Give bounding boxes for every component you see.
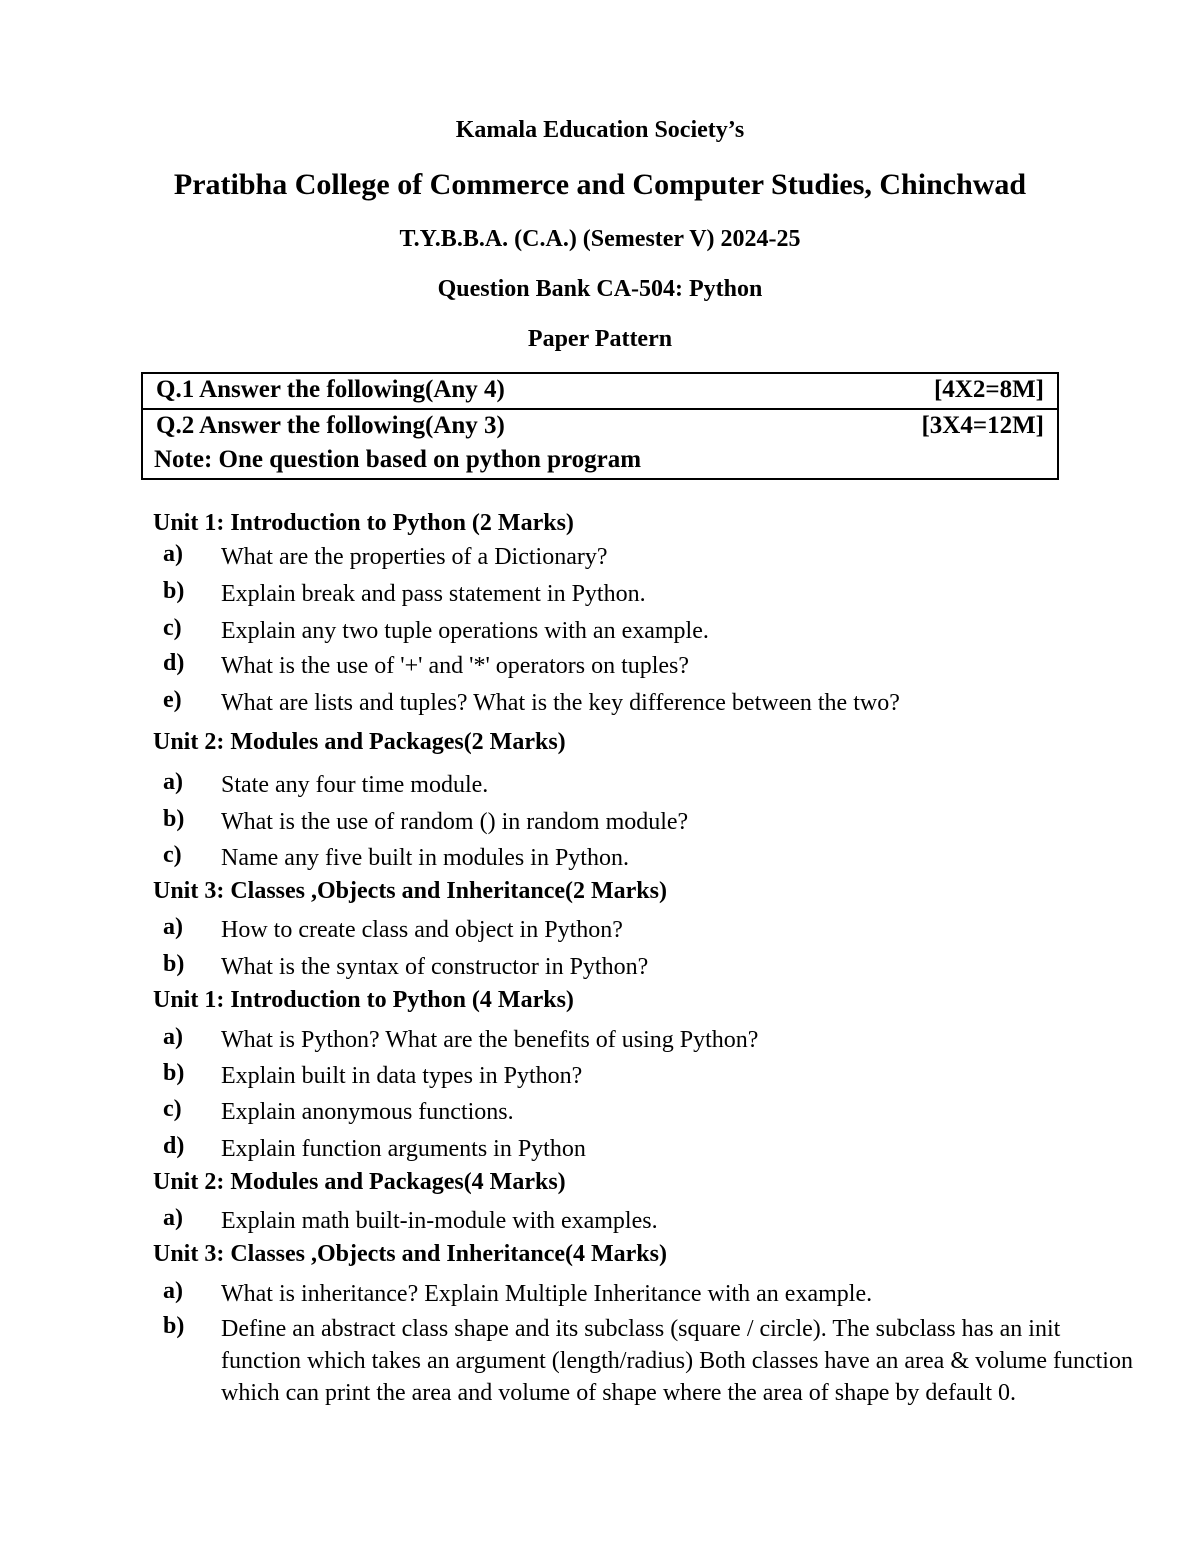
question-text: What are lists and tuples? What is the key difference between the two? (221, 690, 900, 716)
question-letter: a) (163, 541, 183, 567)
question-text: State any four time module. (221, 772, 489, 798)
unit-heading: Unit 3: Classes ,Objects and Inheritance(4 Marks) (153, 1241, 667, 1267)
q1-marks: [4X2=8M] (933, 376, 1044, 403)
paper-pattern-table (141, 372, 1059, 480)
course-title: T.Y.B.B.A. (C.A.) (Semester V) 2024-25 (399, 226, 801, 252)
pattern-row-q2 (143, 410, 1057, 478)
college-name: Pratibha College of Commerce and Computer Studies, Chinchwad (173, 168, 1027, 201)
question-letter: a) (163, 769, 183, 795)
question-letter: b) (163, 806, 185, 832)
question-bank-title: Question Bank CA-504: Python (437, 276, 763, 302)
paper-pattern-heading: Paper Pattern (527, 326, 673, 352)
q1-label: Q.1 Answer the following(Any 4) (156, 376, 505, 403)
unit-heading: Unit 1: Introduction to Python (4 Marks) (153, 987, 574, 1013)
question-letter: d) (163, 1133, 185, 1159)
pattern-row-q1 (143, 374, 1057, 410)
question-letter: b) (163, 951, 185, 977)
question-text: What is the syntax of constructor in Python? (221, 954, 649, 980)
question-text: Explain built in data types in Python? (221, 1063, 583, 1089)
question-text: Explain anonymous functions. (221, 1099, 514, 1125)
question-text: What is the use of '+' and '*' operators on tuples? (221, 653, 690, 679)
question-text: What are the properties of a Dictionary? (221, 544, 608, 570)
question-text: Explain any two tuple operations with an example. (221, 618, 709, 644)
question-letter: b) (163, 578, 185, 604)
question-letter: e) (163, 687, 182, 713)
question-letter: c) (163, 615, 182, 641)
question-letter: a) (163, 1024, 183, 1050)
question-letter: b) (163, 1060, 185, 1086)
q2-marks: [3X4=12M] (921, 412, 1044, 439)
question-letter: b) (163, 1313, 185, 1339)
question-letter: c) (163, 842, 182, 868)
society-name: Kamala Education Society’s (455, 117, 745, 143)
question-text: How to create class and object in Python? (221, 917, 623, 943)
question-letter: c) (163, 1096, 182, 1122)
question-text: Name any five built in modules in Python. (221, 845, 629, 871)
unit-heading: Unit 1: Introduction to Python (2 Marks) (153, 510, 574, 536)
question-letter: a) (163, 1205, 183, 1231)
question-letter: a) (163, 914, 183, 940)
pattern-note: Note: One question based on python program (154, 446, 642, 473)
question-text: What is inheritance? Explain Multiple Inheritance with an example. (221, 1281, 873, 1307)
unit-heading: Unit 2: Modules and Packages(4 Marks) (153, 1169, 566, 1195)
question-text: Explain math built-in-module with examples. (221, 1208, 658, 1234)
unit-heading: Unit 2: Modules and Packages(2 Marks) (153, 729, 566, 755)
question-letter: a) (163, 1278, 183, 1304)
unit-heading: Unit 3: Classes ,Objects and Inheritance(2 Marks) (153, 878, 667, 904)
question-text: Explain function arguments in Python (221, 1136, 586, 1162)
question-letter: d) (163, 650, 185, 676)
question-text: What is the use of random () in random module? (221, 809, 689, 835)
q2-label: Q.2 Answer the following(Any 3) (156, 412, 505, 439)
question-text: What is Python? What are the benefits of using Python? (221, 1027, 759, 1053)
question-text: Explain break and pass statement in Python. (221, 581, 646, 607)
question-text: Define an abstract class shape and its subclass (square / circle). The subclass has an init function which takes an argument (length/radius) Both classes have an area & volume function which can print the area and volume of shape where the area of shape by default 0. (221, 1316, 1133, 1406)
